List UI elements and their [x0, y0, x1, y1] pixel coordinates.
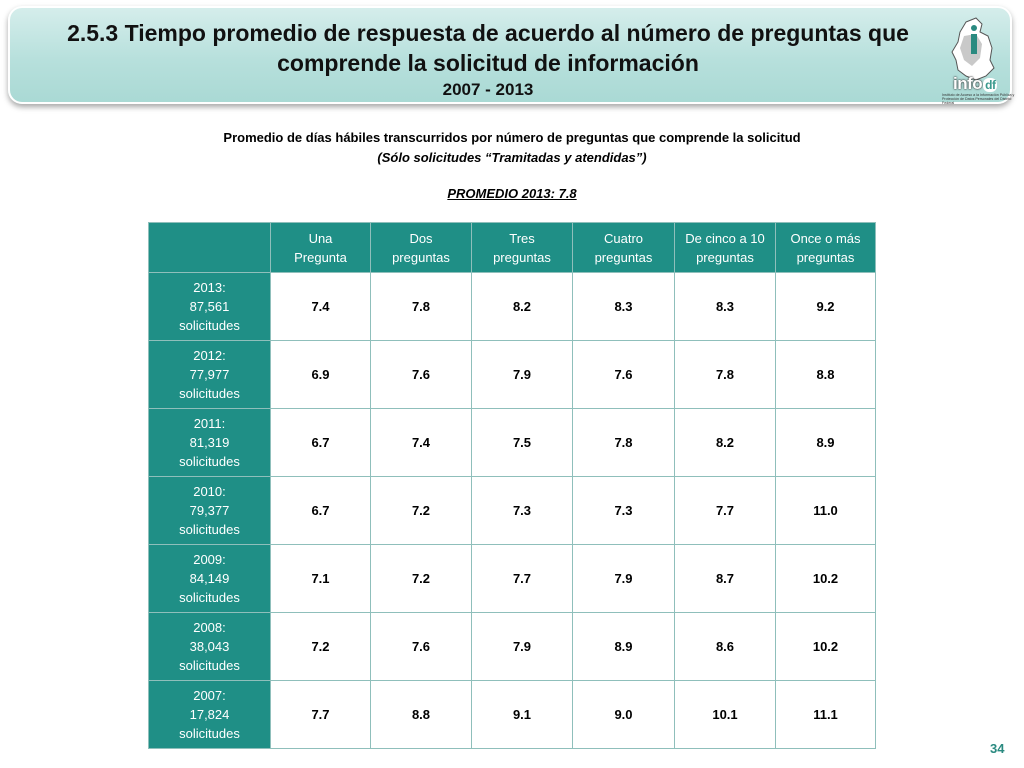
- table-cell: 9.1: [472, 681, 573, 749]
- row-header: 2011: 81,319 solicitudes: [149, 409, 271, 477]
- table-cell: 7.5: [472, 409, 573, 477]
- table-cell: 7.7: [472, 545, 573, 613]
- subtitle-line2: (Sólo solicitudes “Tramitadas y atendidas”): [377, 150, 647, 165]
- table-cell: 8.3: [573, 273, 675, 341]
- table-cell: 8.8: [371, 681, 472, 749]
- corner-cell: [149, 223, 271, 273]
- table-cell: 7.3: [472, 477, 573, 545]
- table-cell: 8.9: [573, 613, 675, 681]
- table-cell: 6.9: [271, 341, 371, 409]
- table-cell: 7.9: [472, 341, 573, 409]
- table-cell: 7.2: [371, 545, 472, 613]
- table-subtitle: [0, 128, 1024, 168]
- row-header: 2007: 17,824 solicitudes: [149, 681, 271, 749]
- table-cell: 6.7: [271, 477, 371, 545]
- slide-title-line2: comprende la solicitud de información: [277, 50, 699, 76]
- promedio-2013: PROMEDIO 2013: 7.8: [447, 186, 577, 201]
- column-header: Una Pregunta: [271, 223, 371, 273]
- table-cell: 7.7: [675, 477, 776, 545]
- table-row: [149, 477, 876, 545]
- table-row: [149, 341, 876, 409]
- slide-title: [48, 18, 928, 78]
- table-cell: 11.0: [776, 477, 876, 545]
- table-row: [149, 681, 876, 749]
- logo-caption: Instituto de Acceso a la Información Pública y Protección de Datos Personales del Distrito Federal: [942, 93, 1015, 105]
- subtitle-line1: Promedio de días hábiles transcurridos por número de preguntas que comprende la solicitud: [223, 130, 801, 145]
- table-cell: 9.0: [573, 681, 675, 749]
- table-cell: 7.6: [573, 341, 675, 409]
- title-banner: [8, 6, 1012, 104]
- row-header: 2013: 87,561 solicitudes: [149, 273, 271, 341]
- table-row: [149, 613, 876, 681]
- table-cell: 7.1: [271, 545, 371, 613]
- table-row: [149, 273, 876, 341]
- table-cell: 7.8: [371, 273, 472, 341]
- table-header-row: [149, 223, 876, 273]
- table-cell: 8.8: [776, 341, 876, 409]
- column-header: Once o más preguntas: [776, 223, 876, 273]
- table-cell: 7.6: [371, 341, 472, 409]
- table-cell: 7.9: [472, 613, 573, 681]
- table-cell: 8.9: [776, 409, 876, 477]
- table-cell: 8.3: [675, 273, 776, 341]
- table-cell: 7.4: [371, 409, 472, 477]
- column-header: Dos preguntas: [371, 223, 472, 273]
- table-cell: 8.7: [675, 545, 776, 613]
- table-row: [149, 409, 876, 477]
- table-cell: 6.7: [271, 409, 371, 477]
- table-cell: 7.2: [271, 613, 371, 681]
- page-number: 34: [990, 741, 1005, 756]
- table-cell: 7.8: [573, 409, 675, 477]
- slide-title-line1: 2.5.3 Tiempo promedio de respuesta de acuerdo al número de preguntas que: [67, 20, 909, 46]
- logo-wordmark: info df: [953, 74, 996, 93]
- column-header: Tres preguntas: [472, 223, 573, 273]
- table-cell: 7.4: [271, 273, 371, 341]
- table-cell: 11.1: [776, 681, 876, 749]
- column-header: De cinco a 10 preguntas: [675, 223, 776, 273]
- table-cell: 7.7: [271, 681, 371, 749]
- table-cell: 8.6: [675, 613, 776, 681]
- table-cell: 9.2: [776, 273, 876, 341]
- row-header: 2009: 84,149 solicitudes: [149, 545, 271, 613]
- row-header: 2008: 38,043 solicitudes: [149, 613, 271, 681]
- table-cell: 7.6: [371, 613, 472, 681]
- table-cell: 10.1: [675, 681, 776, 749]
- table-cell: 7.2: [371, 477, 472, 545]
- response-time-table: [148, 222, 876, 749]
- table-cell: 10.2: [776, 545, 876, 613]
- row-header: 2010: 79,377 solicitudes: [149, 477, 271, 545]
- table-cell: 7.9: [573, 545, 675, 613]
- table-cell: 7.3: [573, 477, 675, 545]
- table-cell: 8.2: [472, 273, 573, 341]
- table-cell: 10.2: [776, 613, 876, 681]
- column-header: Cuatro preguntas: [573, 223, 675, 273]
- slide-years: 2007 - 2013: [442, 80, 534, 99]
- table-cell: 8.2: [675, 409, 776, 477]
- row-header: 2012: 77,977 solicitudes: [149, 341, 271, 409]
- table-row: [149, 545, 876, 613]
- table-cell: 7.8: [675, 341, 776, 409]
